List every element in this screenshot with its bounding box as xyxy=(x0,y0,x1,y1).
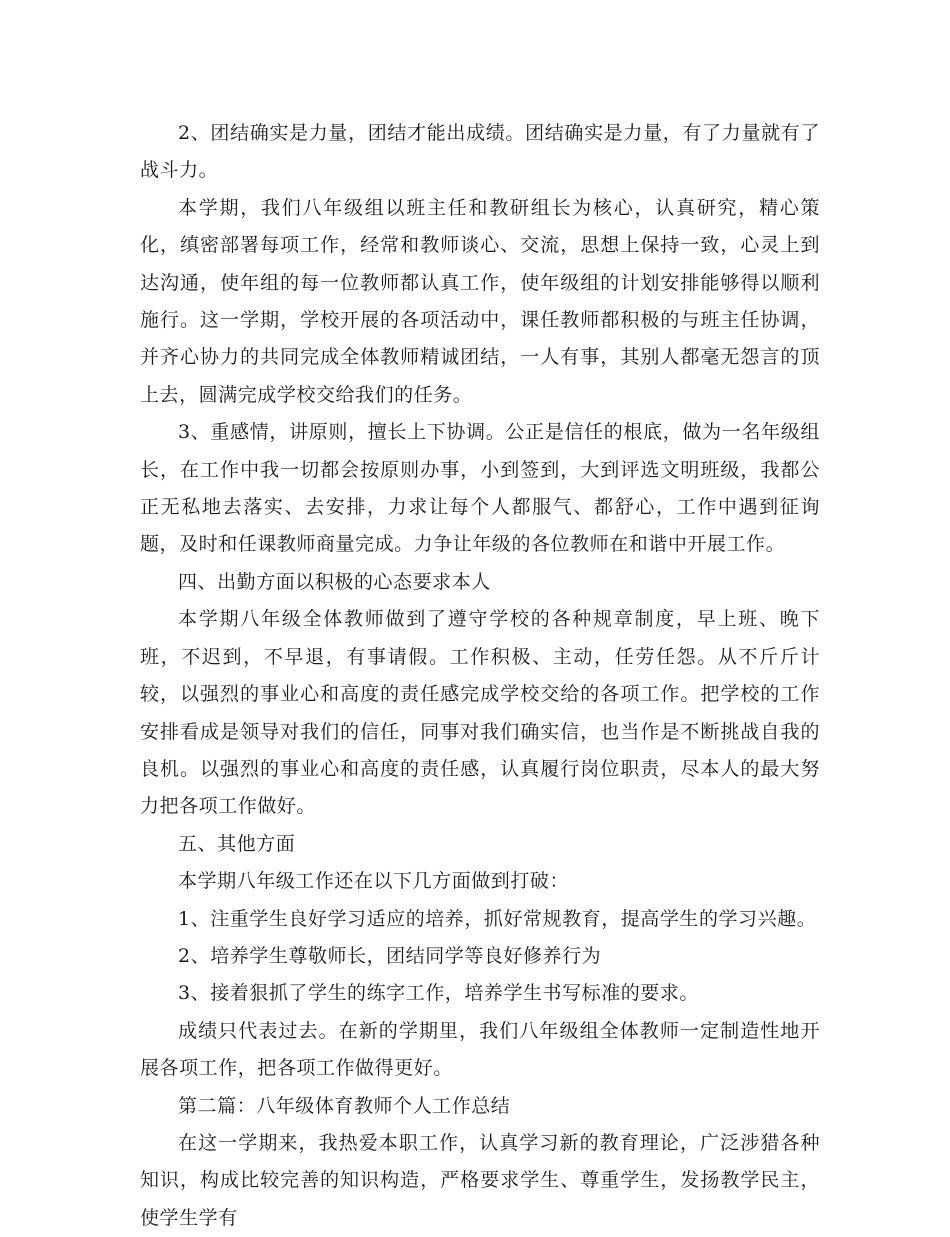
heading-attendance: 四、出勤方面以积极的心态要求本人 xyxy=(178,570,491,593)
heading-other-aspects: 五、其他方面 xyxy=(178,832,296,855)
list-item-handwriting: 3、接着狠抓了学生的练字工作，培养学生书写标准的要求。 xyxy=(178,982,699,1005)
paragraph-conclusion: 成绩只代表过去。在新的学期里，我们八年级组全体教师一定制造性地开展各项工作，把各项工作做得更好。 xyxy=(140,1019,820,1080)
list-item-study-habits: 1、注重学生良好学习适应的培养，抓好常规教育，提高学生的学习兴趣。 xyxy=(178,907,817,930)
list-item-respect: 2、培养学生尊敬师长，团结同学等良好修养行为 xyxy=(178,944,602,967)
paragraph-breakthroughs-intro: 本学期八年级工作还在以下几方面做到打破： xyxy=(178,870,570,893)
document-page xyxy=(140,115,820,1237)
paragraph-coordination: 3、重感情，讲原则，擅长上下协调。公正是信任的根底，做为一名年级组长，在工作中我一切都会按原则办事，小到签到，大到评选文明班级，我都公正无私地去落实、去安排，力求让每个人都服气、都舒心，工作中遇到征询题，及时和任课教师商量完成。力争让年级的各位教师在和谐中开展工作。 xyxy=(140,421,820,556)
heading-second-article: 第二篇：八年级体育教师个人工作总结 xyxy=(178,1094,511,1117)
paragraph-pe-teacher: 在这一学期来，我热爱本职工作，认真学习新的教育理论，广泛涉猎各种知识，构成比较完善的知识构造，严格要求学生、尊重学生，发扬教学民主，使学生学有 xyxy=(140,1131,820,1229)
paragraph-grade-team: 本学期，我们八年级组以班主任和教研组长为核心，认真研究，精心策化，缜密部署每项工作，经常和教师谈心、交流，思想上保持一致，心灵上到达沟通，使年组的每一位教师都认真工作，使年级组的计划安排能够得以顺利施行。这一学期，学校开展的各项活动中，课任教师都积极的与班主任协调，并齐心协力的共同完成全体教师精诚团结，一人有事，其别人都毫无怨言的顶上去，圆满完成学校交给我们的任务。 xyxy=(140,196,820,406)
paragraph-unity-strength: 2、团结确实是力量，团结才能出成绩。团结确实是力量，有了力量就有了战斗力。 xyxy=(140,122,820,182)
paragraph-attendance: 本学期八年级全体教师做到了遵守学校的各种规章制度，早上班、晚下班，不迟到，不早退，有事请假。工作积极、主动，任劳任怨。从不斤斤计较，以强烈的事业心和高度的责任感完成学校交给的各项工作。把学校的工作安排看成是领导对我们的信任，同事对我们确实信，也当作是不断挑战自我的良机。以强烈的事业心和高度的责任感，认真履行岗位职责，尽本人的最大努力把各项工作做好。 xyxy=(140,608,820,818)
